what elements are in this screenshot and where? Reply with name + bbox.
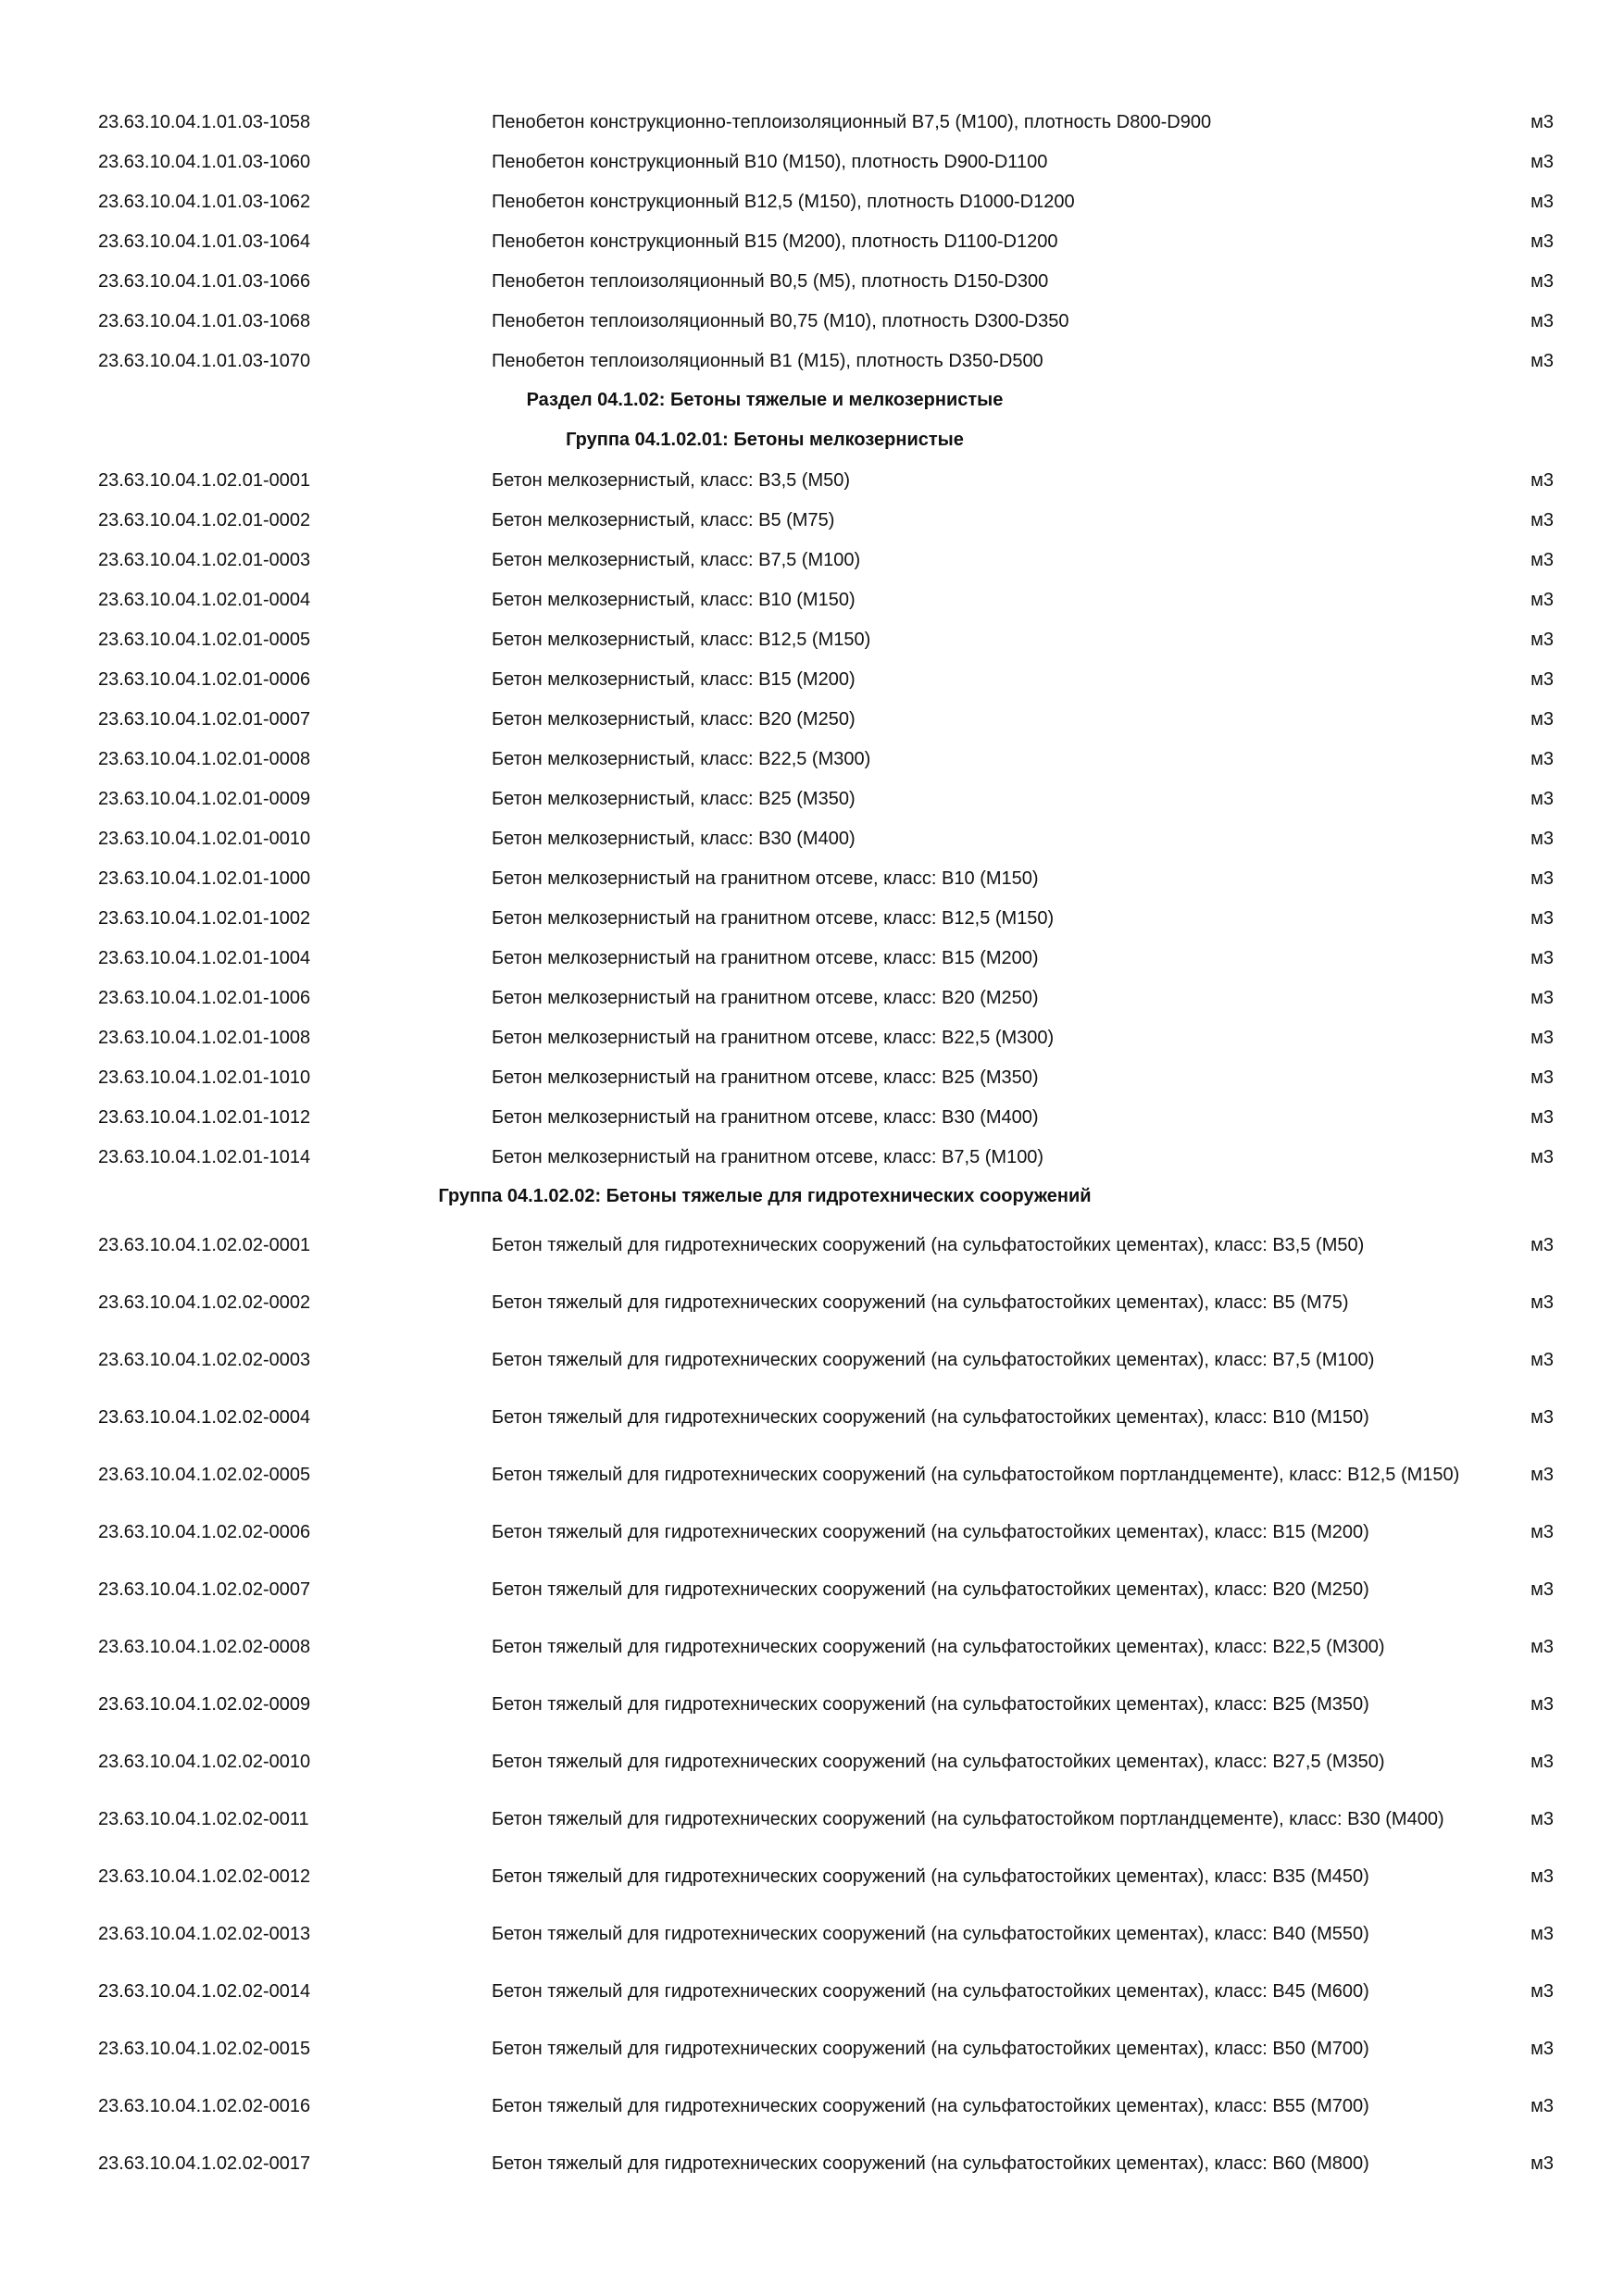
- resource-code: 23.63.10.04.1.02.01-1004: [98, 947, 311, 968]
- unit-of-measure: м3: [1530, 2153, 1554, 2174]
- unit-of-measure: м3: [1530, 1752, 1554, 1772]
- unit-of-measure: м3: [1530, 549, 1554, 570]
- resource-name: Бетон тяжелый для гидротехнических сооружений (на сульфатостойких цементах), класс: В40 (М550): [492, 1924, 1369, 1944]
- unit-of-measure: м3: [1530, 907, 1554, 929]
- table-row: [98, 221, 1561, 261]
- unit-of-measure: м3: [1530, 589, 1554, 610]
- table-row: [98, 898, 1561, 938]
- resource-name: Бетон мелкозернистый на гранитном отсеве, класс: В20 (М250): [492, 987, 1039, 1008]
- table-row: [98, 1389, 1561, 1446]
- resource-name: Бетон мелкозернистый на гранитном отсеве, класс: В30 (М400): [492, 1106, 1039, 1128]
- unit-of-measure: м3: [1530, 310, 1554, 331]
- resource-name: Бетон тяжелый для гидротехнических сооружений (на сульфатостойких цементах), класс: В20 (М250): [492, 1579, 1369, 1600]
- resource-code: 23.63.10.04.1.01.03-1062: [98, 191, 311, 212]
- resource-name: Бетон тяжелый для гидротехнических сооружений (на сульфатостойких цементах), класс: В10 (М150): [492, 1407, 1369, 1428]
- resource-name: Бетон мелкозернистый, класс: В10 (М150): [492, 589, 856, 610]
- unit-of-measure: м3: [1530, 151, 1554, 172]
- table-row: [98, 858, 1561, 898]
- resource-code: 23.63.10.04.1.02.02-0006: [98, 1522, 311, 1542]
- unit-of-measure: м3: [1530, 748, 1554, 769]
- table-row: [98, 938, 1561, 978]
- table-row: [98, 301, 1561, 341]
- resource-code: 23.63.10.04.1.01.03-1068: [98, 310, 311, 331]
- table-row: [98, 1618, 1561, 1676]
- unit-of-measure: м3: [1530, 947, 1554, 968]
- table-row: [98, 460, 1561, 500]
- unit-of-measure: м3: [1530, 231, 1554, 252]
- resource-code: 23.63.10.04.1.02.01-1006: [98, 987, 311, 1008]
- unit-of-measure: м3: [1530, 1694, 1554, 1715]
- resource-name: Бетон мелкозернистый, класс: В3,5 (М50): [492, 469, 851, 491]
- table-row: [98, 540, 1561, 580]
- resource-code: 23.63.10.04.1.02.02-0011: [98, 1809, 309, 1829]
- resource-name: Бетон мелкозернистый на гранитном отсеве, класс: В25 (М350): [492, 1067, 1039, 1088]
- unit-of-measure: м3: [1530, 1292, 1554, 1313]
- resource-code: 23.63.10.04.1.02.02-0005: [98, 1465, 311, 1485]
- resource-name: Бетон тяжелый для гидротехнических сооружений (на сульфатостойких цементах), класс: В3,5 (М50): [492, 1235, 1365, 1255]
- table-row: [98, 779, 1561, 818]
- resource-code: 23.63.10.04.1.02.01-0003: [98, 549, 311, 570]
- resource-name: Бетон тяжелый для гидротехнических сооружений (на сульфатостойком портландцементе), класс: В30 (М400): [492, 1809, 1444, 1829]
- table-row: [98, 2078, 1561, 2135]
- table-row: [98, 1791, 1561, 1848]
- resource-name: Бетон мелкозернистый на гранитном отсеве, класс: В22,5 (М300): [492, 1027, 1055, 1048]
- resource-code: 23.63.10.04.1.02.02-0015: [98, 2039, 311, 2059]
- table-row: [98, 978, 1561, 1017]
- resource-code: 23.63.10.04.1.02.01-0007: [98, 708, 311, 730]
- resource-name: Бетон тяжелый для гидротехнических сооружений (на сульфатостойких цементах), класс: В55 (М700): [492, 2096, 1369, 2116]
- resource-code: 23.63.10.04.1.02.01-0008: [98, 748, 311, 769]
- table-row: [98, 1274, 1561, 1331]
- table-row: [98, 261, 1561, 301]
- resource-name: Бетон тяжелый для гидротехнических сооружений (на сульфатостойких цементах), класс: В35 (М450): [492, 1866, 1369, 1887]
- resource-name: Бетон тяжелый для гидротехнических сооружений (на сульфатостойких цементах), класс: В15 (М200): [492, 1522, 1369, 1542]
- resource-code: 23.63.10.04.1.02.02-0003: [98, 1350, 311, 1370]
- unit-of-measure: м3: [1530, 1465, 1554, 1485]
- section-heading-text: Группа 04.1.02.01: Бетоны мелкозернистые: [566, 430, 964, 450]
- table-row: [98, 1963, 1561, 2020]
- table-row: [98, 181, 1561, 221]
- resource-name: Бетон тяжелый для гидротехнических сооружений (на сульфатостойком портландцементе), класс: В12,5 (М150): [492, 1465, 1460, 1485]
- resource-code: 23.63.10.04.1.01.03-1058: [98, 111, 311, 132]
- unit-of-measure: м3: [1530, 2096, 1554, 2116]
- table-row: [98, 1446, 1561, 1504]
- resource-code: 23.63.10.04.1.01.03-1060: [98, 151, 311, 172]
- resource-name: Бетон тяжелый для гидротехнических сооружений (на сульфатостойких цементах), класс: В25 (М350): [492, 1694, 1369, 1715]
- resource-name: Бетон тяжелый для гидротехнических сооружений (на сульфатостойких цементах), класс: В27,5 (М350): [492, 1752, 1385, 1772]
- table-row: [98, 1504, 1561, 1561]
- resource-name: Бетон тяжелый для гидротехнических сооружений (на сульфатостойких цементах), класс: В7,5 (М100): [492, 1350, 1375, 1370]
- table-row: [98, 142, 1561, 181]
- table-row: [98, 1017, 1561, 1057]
- resource-code: 23.63.10.04.1.02.02-0002: [98, 1292, 311, 1313]
- resource-name: Бетон тяжелый для гидротехнических сооружений (на сульфатостойких цементах), класс: В45 (М600): [492, 1981, 1369, 2002]
- table-row: [98, 659, 1561, 699]
- price-list-document: [98, 102, 1561, 2192]
- table-row: [98, 2135, 1561, 2192]
- unit-of-measure: м3: [1530, 469, 1554, 491]
- resource-name: Пенобетон конструкционный В10 (М150), плотность D900-D1100: [492, 151, 1048, 172]
- unit-of-measure: м3: [1530, 1637, 1554, 1657]
- unit-of-measure: м3: [1530, 1866, 1554, 1887]
- resource-name: Бетон тяжелый для гидротехнических сооружений (на сульфатостойких цементах), класс: В22,5 (М300): [492, 1637, 1385, 1657]
- resource-code: 23.63.10.04.1.02.02-0012: [98, 1866, 311, 1887]
- unit-of-measure: м3: [1530, 1067, 1554, 1088]
- section-heading: [98, 1177, 1561, 1217]
- resource-code: 23.63.10.04.1.01.03-1066: [98, 270, 311, 292]
- resource-code: 23.63.10.04.1.02.02-0008: [98, 1637, 311, 1657]
- unit-of-measure: м3: [1530, 111, 1554, 132]
- resource-code: 23.63.10.04.1.02.01-0006: [98, 668, 311, 690]
- table-row: [98, 580, 1561, 619]
- unit-of-measure: м3: [1530, 1522, 1554, 1542]
- resource-code: 23.63.10.04.1.02.01-0010: [98, 828, 311, 849]
- unit-of-measure: м3: [1530, 668, 1554, 690]
- resource-name: Бетон мелкозернистый, класс: В20 (М250): [492, 708, 856, 730]
- resource-name: Бетон мелкозернистый, класс: В7,5 (М100): [492, 549, 861, 570]
- table-row: [98, 1848, 1561, 1905]
- unit-of-measure: м3: [1530, 1407, 1554, 1428]
- table-row: [98, 1331, 1561, 1389]
- table-row: [98, 1137, 1561, 1177]
- resource-name: Пенобетон теплоизоляционный В0,5 (М5), плотность D150-D300: [492, 270, 1049, 292]
- table-row: [98, 1097, 1561, 1137]
- resource-name: Бетон мелкозернистый, класс: В15 (М200): [492, 668, 856, 690]
- unit-of-measure: м3: [1530, 867, 1554, 889]
- table-row: [98, 1561, 1561, 1618]
- unit-of-measure: м3: [1530, 629, 1554, 650]
- resource-code: 23.63.10.04.1.02.01-1014: [98, 1146, 311, 1167]
- resource-name: Бетон мелкозернистый на гранитном отсеве, класс: В15 (М200): [492, 947, 1039, 968]
- resource-code: 23.63.10.04.1.02.01-0002: [98, 509, 311, 530]
- resource-name: Бетон мелкозернистый на гранитном отсеве, класс: В7,5 (М100): [492, 1146, 1044, 1167]
- unit-of-measure: м3: [1530, 1235, 1554, 1255]
- resource-code: 23.63.10.04.1.01.03-1064: [98, 231, 311, 252]
- resource-name: Бетон мелкозернистый на гранитном отсеве, класс: В10 (М150): [492, 867, 1039, 889]
- resource-code: 23.63.10.04.1.02.01-0009: [98, 788, 311, 809]
- table-row: [98, 699, 1561, 739]
- table-row: [98, 1676, 1561, 1733]
- table-row: [98, 341, 1561, 381]
- resource-name: Бетон тяжелый для гидротехнических сооружений (на сульфатостойких цементах), класс: В60 (М800): [492, 2153, 1369, 2174]
- resource-name: Бетон тяжелый для гидротехнических сооружений (на сульфатостойких цементах), класс: В50 (М700): [492, 2039, 1369, 2059]
- unit-of-measure: м3: [1530, 1924, 1554, 1944]
- unit-of-measure: м3: [1530, 788, 1554, 809]
- resource-code: 23.63.10.04.1.01.03-1070: [98, 350, 311, 371]
- resource-name: Бетон мелкозернистый, класс: В5 (М75): [492, 509, 835, 530]
- resource-code: 23.63.10.04.1.02.02-0007: [98, 1579, 311, 1600]
- unit-of-measure: м3: [1530, 1146, 1554, 1167]
- resource-code: 23.63.10.04.1.02.02-0001: [98, 1235, 311, 1255]
- section-heading-text: Раздел 04.1.02: Бетоны тяжелые и мелкозернистые: [526, 390, 1004, 410]
- unit-of-measure: м3: [1530, 270, 1554, 292]
- table-row: [98, 739, 1561, 779]
- unit-of-measure: м3: [1530, 191, 1554, 212]
- resource-code: 23.63.10.04.1.02.02-0004: [98, 1407, 311, 1428]
- section-heading: [98, 381, 1561, 420]
- resource-name: Бетон мелкозернистый, класс: В12,5 (М150): [492, 629, 871, 650]
- unit-of-measure: м3: [1530, 828, 1554, 849]
- table-row: [98, 1733, 1561, 1791]
- resource-code: 23.63.10.04.1.02.02-0013: [98, 1924, 311, 1944]
- resource-name: Бетон тяжелый для гидротехнических сооружений (на сульфатостойких цементах), класс: В5 (М75): [492, 1292, 1349, 1313]
- unit-of-measure: м3: [1530, 708, 1554, 730]
- resource-code: 23.63.10.04.1.02.02-0016: [98, 2096, 311, 2116]
- table-row: [98, 1217, 1561, 1274]
- resource-name: Бетон мелкозернистый, класс: В25 (М350): [492, 788, 856, 809]
- resource-name: Пенобетон конструкционный В15 (М200), плотность D1100-D1200: [492, 231, 1058, 252]
- resource-code: 23.63.10.04.1.02.01-0004: [98, 589, 311, 610]
- resource-name: Пенобетон конструкционный В12,5 (М150), плотность D1000-D1200: [492, 191, 1075, 212]
- unit-of-measure: м3: [1530, 1981, 1554, 2002]
- resource-code: 23.63.10.04.1.02.02-0010: [98, 1752, 311, 1772]
- table-row: [98, 1905, 1561, 1963]
- resource-code: 23.63.10.04.1.02.01-1012: [98, 1106, 311, 1128]
- unit-of-measure: м3: [1530, 1027, 1554, 1048]
- resource-name: Пенобетон конструкционно-теплоизоляционный В7,5 (М100), плотность D800-D900: [492, 111, 1212, 132]
- table-row: [98, 102, 1561, 142]
- table-row: [98, 1057, 1561, 1097]
- resource-code: 23.63.10.04.1.02.02-0017: [98, 2153, 311, 2174]
- resource-code: 23.63.10.04.1.02.01-0005: [98, 629, 311, 650]
- section-heading: [98, 420, 1561, 460]
- table-row: [98, 500, 1561, 540]
- unit-of-measure: м3: [1530, 350, 1554, 371]
- resource-name: Пенобетон теплоизоляционный В0,75 (М10), плотность D300-D350: [492, 310, 1069, 331]
- resource-code: 23.63.10.04.1.02.02-0009: [98, 1694, 311, 1715]
- unit-of-measure: м3: [1530, 1579, 1554, 1600]
- table-row: [98, 2020, 1561, 2078]
- table-row: [98, 818, 1561, 858]
- resource-code: 23.63.10.04.1.02.01-1008: [98, 1027, 311, 1048]
- resource-code: 23.63.10.04.1.02.01-1010: [98, 1067, 311, 1088]
- resource-name: Бетон мелкозернистый, класс: В22,5 (М300): [492, 748, 871, 769]
- resource-code: 23.63.10.04.1.02.01-0001: [98, 469, 311, 491]
- resource-code: 23.63.10.04.1.02.01-1000: [98, 867, 311, 889]
- resource-name: Бетон мелкозернистый на гранитном отсеве, класс: В12,5 (М150): [492, 907, 1055, 929]
- unit-of-measure: м3: [1530, 2039, 1554, 2059]
- unit-of-measure: м3: [1530, 1106, 1554, 1128]
- resource-name: Бетон мелкозернистый, класс: В30 (М400): [492, 828, 856, 849]
- table-row: [98, 619, 1561, 659]
- unit-of-measure: м3: [1530, 1350, 1554, 1370]
- resource-code: 23.63.10.04.1.02.02-0014: [98, 1981, 311, 2002]
- unit-of-measure: м3: [1530, 509, 1554, 530]
- resource-name: Пенобетон теплоизоляционный В1 (М15), плотность D350-D500: [492, 350, 1043, 371]
- unit-of-measure: м3: [1530, 1809, 1554, 1829]
- resource-code: 23.63.10.04.1.02.01-1002: [98, 907, 311, 929]
- unit-of-measure: м3: [1530, 987, 1554, 1008]
- section-heading-text: Группа 04.1.02.02: Бетоны тяжелые для гидротехнических сооружений: [438, 1186, 1092, 1206]
